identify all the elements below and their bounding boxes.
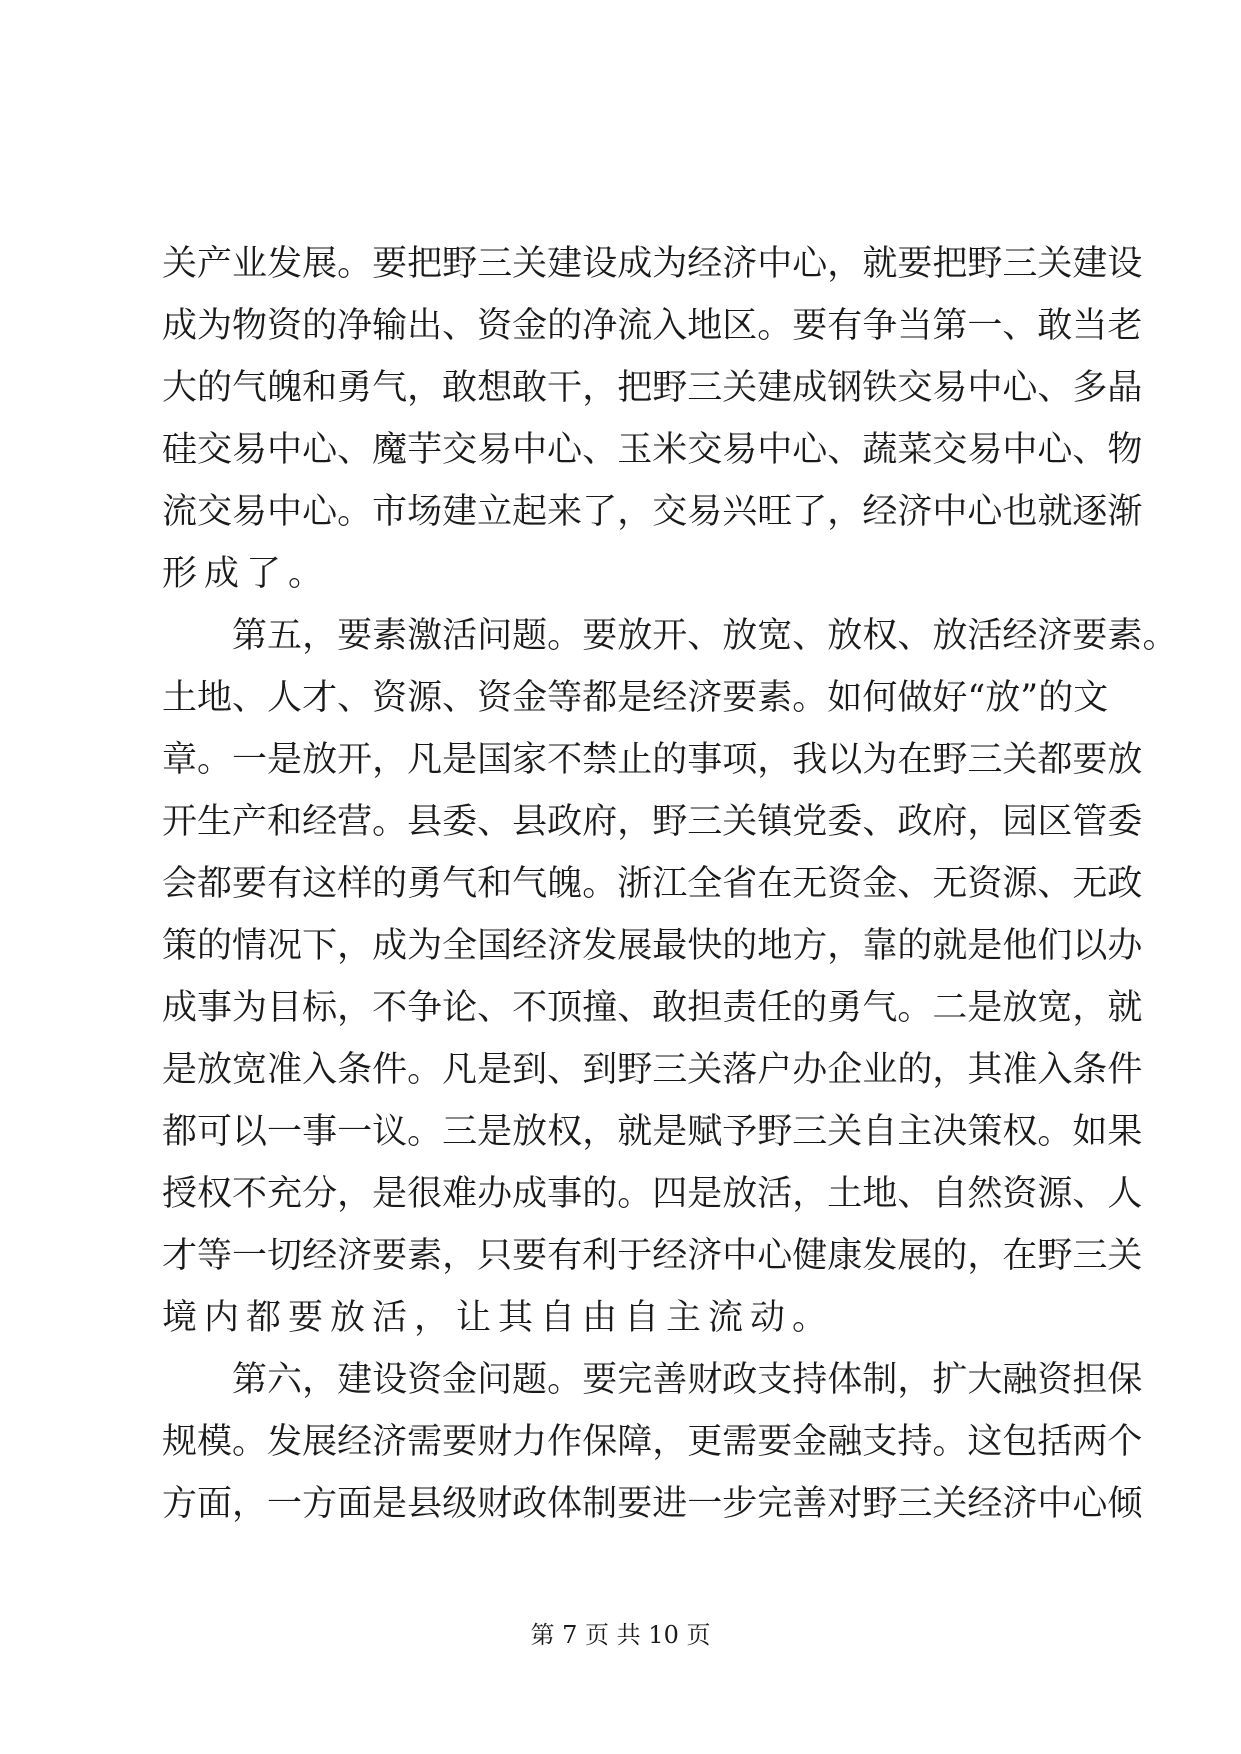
text-line: 第 六 ， 建 设 资 金 问 题 。 要 完 善 财 政 支 持 体 制 ， 扩 大 融 资 担 保 [232, 1360, 1143, 1400]
text-line: 才 等 一 切 经 济 要 素 ， 只 要 有 利 于 经 济 中 心 健 康 发 展 的 ， 在 野 三 关 [162, 1236, 1143, 1276]
text-line: 方 面 ， 一 方 面 是 县 级 财 政 体 制 要 进 一 步 完 善 对 野 三 关 经 济 中 心 倾 [162, 1484, 1143, 1524]
text-line: 境内都要放活，让其自由自主流动。 [162, 1298, 835, 1338]
text-line: 关 产 业 发 展 。 要 把 野 三 关 建 设 成 为 经 济 中 心 ， 就 要 把 野 三 关 建 设 [162, 244, 1143, 284]
text-line: 授 权 不 充 分 ， 是 很 难 办 成 事 的 。 四 是 放 活 ， 土 地 、 自 然 资 源 、 人 [162, 1174, 1143, 1214]
text-line: 规 模 。 发 展 经 济 需 要 财 力 作 保 障 ， 更 需 要 金 融 支 持 。 这 包 括 两 个 [162, 1422, 1143, 1462]
text-line: 会 都 要 有 这 样 的 勇 气 和 气 魄 。 浙 江 全 省 在 无 资 金 、 无 资 源 、 无 政 [162, 864, 1143, 904]
text-line: 成 事 为 目 标 ， 不 争 论 、 不 顶 撞 、 敢 担 责 任 的 勇 气 。 二 是 放 宽 ， 就 [162, 988, 1143, 1028]
text-line: 策 的 情 况 下 ， 成 为 全 国 经 济 发 展 最 快 的 地 方 ， 靠 的 就 是 他 们 以 办 [162, 926, 1143, 966]
text-line: 成 为 物 资 的 净 输 出 、 资 金 的 净 流 入 地 区 。 要 有 争 当 第 一 、 敢 当 老 [162, 306, 1143, 346]
text-line: 是 放 宽 准 入 条 件 。 凡 是 到 、 到 野 三 关 落 户 办 企 业 的 ， 其 准 入 条 件 [162, 1050, 1143, 1090]
text-line: 大 的 气 魄 和 勇 气 ， 敢 想 敢 干 ， 把 野 三 关 建 成 钢 铁 交 易 中 心 、 多 晶 [162, 368, 1143, 408]
text-line: 土 地 、 人 才 、 资 源 、 资 金 等 都 是 经 济 要 素 。 如 何 做 好 “ 放 ” 的 文 [162, 678, 1109, 718]
text-line: 都 可 以 一 事 一 议 。 三 是 放 权 ， 就 是 赋 予 野 三 关 自 主 决 策 权 。 如 果 [162, 1112, 1143, 1152]
text-line: 形成了。 [162, 554, 331, 594]
text-line: 硅 交 易 中 心 、 魔 芋 交 易 中 心 、 玉 米 交 易 中 心 、 蔬 菜 交 易 中 心 、 物 [162, 430, 1143, 470]
page-number: 第 7 页 共 10 页 [530, 1621, 711, 1649]
text-line: 第 五 ， 要 素 激 活 问 题 。 要 放 开 、 放 宽 、 放 权 、 放 活 经 济 要 素 。 [232, 616, 1178, 656]
text-line: 章 。 一 是 放 开 ， 凡 是 国 家 不 禁 止 的 事 项 ， 我 以 为 在 野 三 关 都 要 放 [162, 740, 1143, 780]
text-line: 流 交 易 中 心 。 市 场 建 立 起 来 了 ， 交 易 兴 旺 了 ， 经 济 中 心 也 就 逐 渐 [162, 492, 1143, 532]
text-line: 开 生 产 和 经 营 。 县 委 、 县 政 府 ， 野 三 关 镇 党 委 、 政 府 ， 园 区 管 委 [162, 802, 1143, 842]
